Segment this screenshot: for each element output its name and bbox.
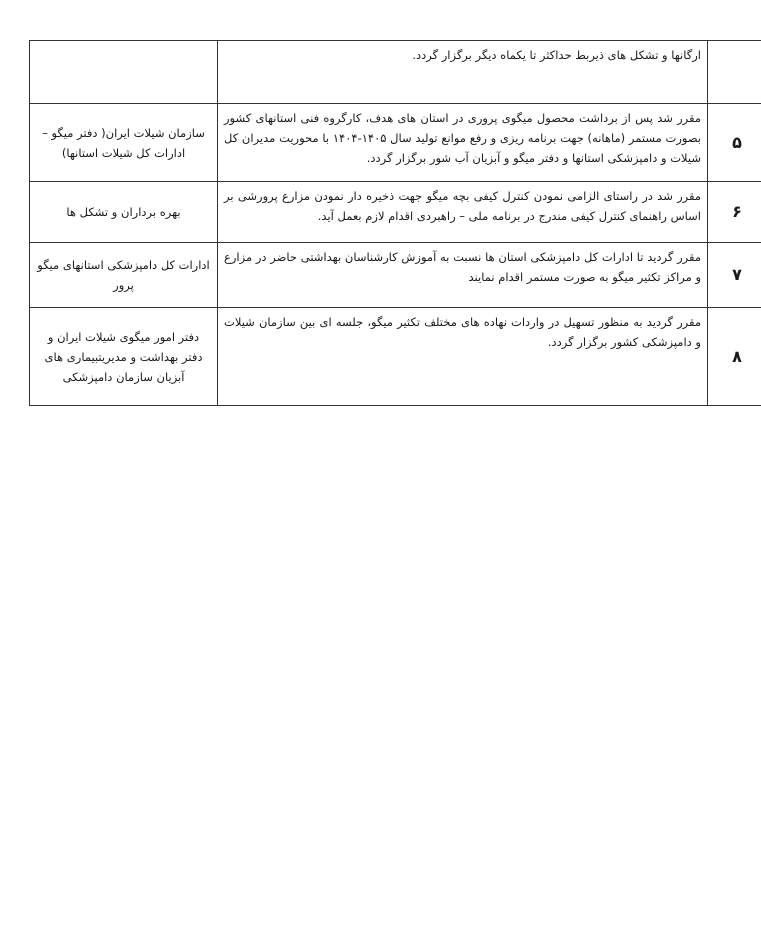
resolutions-table — [29, 40, 761, 406]
row-number: ۵ — [708, 104, 761, 182]
description-text: مقرر شد در راستای الزامی نمودن کنترل کیفی بچه میگو جهت ذخیره دار نمودن مزارع پرورشی بر اساس راهنمای کنترل کیفی مندرج در برنامه ملی – راهبردی اقدام لازم بعمل آید. — [224, 189, 701, 223]
row-responsible: ادارات کل دامپزشکی استانهای میگو پرور — [30, 243, 218, 308]
description-text: مقرر گردید تا ادارات کل دامپزشکی استان ها نسبت به آموزش کارشناسان بهداشتی حاضر در مزارع و مراکز تکثیر میگو به صورت مستمر اقدام نمایند — [224, 250, 701, 284]
table-row-6 — [30, 182, 761, 243]
row-description — [218, 308, 708, 406]
table-row-5 — [30, 104, 761, 182]
row-number — [708, 41, 761, 104]
row-responsible: سازمان شیلات ایران( دفتر میگو – ادارات کل شیلات استانها) — [30, 104, 218, 182]
row-description — [218, 104, 708, 182]
row-description — [218, 41, 708, 104]
table-row-continued — [30, 41, 761, 104]
table-row-8 — [30, 308, 761, 406]
row-responsible: بهره برداران و تشکل ها — [30, 182, 218, 243]
description-text: مقرر شد پس از برداشت محصول میگوی پروری در استان های هدف، کارگروه فنی استانهای کشور بصورت مستمر (ماهانه) جهت برنامه ریزی و رفع موانع تولید سال ۱۴۰۵-۱۴۰۴ با محوریت مدیران کل شیلات و دامپزشکی استانها و دفتر میگو و آبزیان آب شور برگزار گردد. — [224, 111, 701, 165]
table-row-7 — [30, 243, 761, 308]
row-number: ۷ — [708, 243, 761, 308]
description-text: مقرر گردید به منظور تسهیل در واردات نهاده های مختلف تکثیر میگو، جلسه ای بین سازمان شیلات و دامپزشکی کشور برگزار گردد. — [224, 315, 701, 349]
row-description — [218, 243, 708, 308]
row-number: ۶ — [708, 182, 761, 243]
row-number: ۸ — [708, 308, 761, 406]
row-description — [218, 182, 708, 243]
row-responsible: دفتر امور میگوی شیلات ایران و دفتر بهداشت و مدیریتبیماری های آبزیان سازمان دامپزشکی — [30, 308, 218, 406]
description-text: ارگانها و تشکل های ذیربط حداکثر تا یکماه دیگر برگزار گردد. — [412, 48, 701, 62]
row-responsible — [30, 41, 218, 104]
